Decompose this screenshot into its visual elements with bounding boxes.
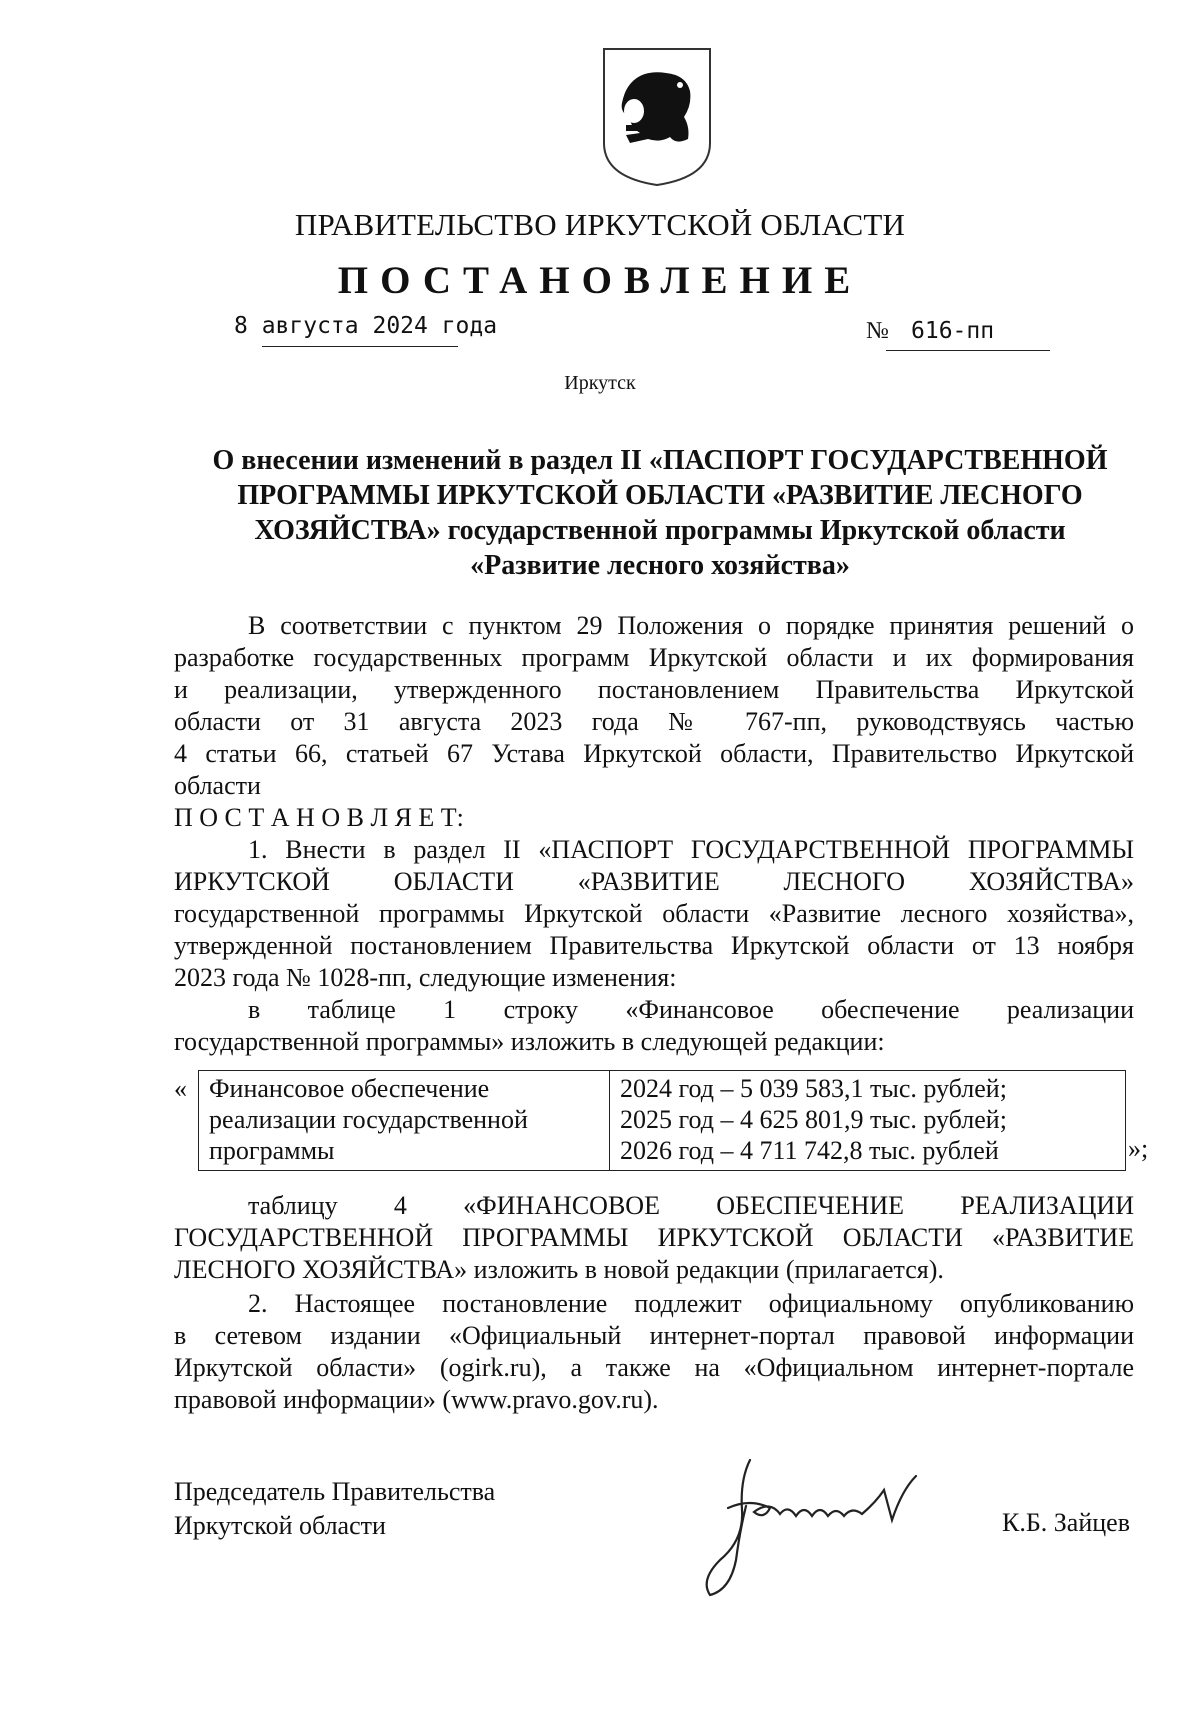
item1-line: государственной программы» изложить в следующей редакции:: [174, 1027, 885, 1056]
signatory-name: К.Б. Зайцев: [1002, 1508, 1130, 1537]
document-type: ПОСТАНОВЛЕНИЕ: [337, 259, 863, 302]
cell-line: 2026 год – 4 711 742,8 тыс. рублей: [620, 1136, 999, 1165]
resolves-heading: П О С Т А Н О В Л Я Е Т:: [174, 803, 464, 832]
number-underline: [886, 350, 1050, 351]
item1-cont-line: ЛЕСНОГО ХОЗЯЙСТВА» изложить в новой редакции (прилагается).: [174, 1255, 944, 1284]
date-underline: [262, 346, 458, 347]
number-sign: №: [866, 318, 889, 344]
title-line: «Развитие лесного хозяйства»: [470, 550, 850, 581]
document-number: 616-пп: [911, 318, 995, 344]
item1-line: 2023 года № 1028-пп, следующие изменения:: [174, 963, 677, 992]
preamble-line: В соответствии с пунктом 29 Положения о порядке принятия решений о: [248, 611, 1134, 640]
item2-line: правовой информации» (www.pravo.gov.ru).: [174, 1385, 659, 1414]
position-line: Иркутской области: [174, 1511, 386, 1540]
handwritten-signature: [680, 1450, 940, 1600]
document-title: [160, 443, 1160, 583]
item2-line: Иркутской области» (ogirk.ru), а также на «Официальном интернет-портале: [174, 1353, 1134, 1382]
cell-line: 2025 год – 4 625 801,9 тыс. рублей;: [620, 1105, 1007, 1134]
item2-line: в сетевом издании «Официальный интернет-портал правовой информации: [174, 1321, 1134, 1350]
preamble-line: 4 статьи 66, статьей 67 Устава Иркутской области, Правительство Иркутской: [174, 739, 1134, 768]
title-line: О внесении изменений в раздел II «ПАСПОРТ ГОСУДАРСТВЕННОЙ: [212, 445, 1108, 476]
preamble-line: разработке государственных программ Иркутской области и их формирования: [174, 643, 1134, 672]
item1-line: в таблице 1 строку «Финансовое обеспечение реализации: [248, 995, 1134, 1024]
position-line: Председатель Правительства: [174, 1477, 496, 1506]
table-cell-values: [610, 1071, 1126, 1171]
financing-table: [198, 1070, 1126, 1171]
preamble-line: области: [174, 771, 261, 800]
item1-line: утвержденной постановлением Правительства Иркутской области от 13 ноября: [174, 931, 1134, 960]
item1-line: государственной программы Иркутской области «Развитие лесного хозяйства»,: [174, 899, 1134, 928]
table-close-quote: »;: [1128, 1134, 1149, 1163]
table-cell-label: [199, 1071, 610, 1171]
signatory-position: [174, 1475, 495, 1543]
title-line: ХОЗЯЙСТВА» государственной программы Иркутской области: [254, 515, 1066, 546]
government-name: ПРАВИТЕЛЬСТВО ИРКУТСКОЙ ОБЛАСТИ: [294, 207, 906, 242]
preamble-line: и реализации, утвержденного постановлением Правительства Иркутской: [174, 675, 1134, 704]
cell-line: программы: [209, 1136, 335, 1165]
item1-cont-line: таблицу 4 «ФИНАНСОВОЕ ОБЕСПЕЧЕНИЕ РЕАЛИЗАЦИИ: [248, 1191, 1134, 1220]
coat-of-arms-emblem: [600, 47, 714, 187]
cell-line: Финансовое обеспечение: [209, 1074, 490, 1103]
item1-line: ИРКУТСКОЙ ОБЛАСТИ «РАЗВИТИЕ ЛЕСНОГО ХОЗЯЙСТВА»: [174, 867, 1134, 896]
item2-line: 2. Настоящее постановление подлежит официальному опубликованию: [248, 1289, 1134, 1318]
document-date: 8 августа 2024 года: [234, 313, 498, 339]
item1-cont-line: ГОСУДАРСТВЕННОЙ ПРОГРАММЫ ИРКУТСКОЙ ОБЛАСТИ «РАЗВИТИЕ: [174, 1223, 1134, 1252]
table-open-quote: «: [174, 1074, 187, 1103]
cell-line: реализации государственной: [209, 1105, 528, 1134]
city: Иркутск: [564, 372, 636, 394]
cell-line: 2024 год – 5 039 583,1 тыс. рублей;: [620, 1074, 1007, 1103]
preamble-line: области от 31 августа 2023 года № 767-пп, руководствуясь частью: [174, 707, 1134, 736]
table-row: [199, 1071, 1126, 1171]
item1-line: 1. Внести в раздел II «ПАСПОРТ ГОСУДАРСТВЕННОЙ ПРОГРАММЫ: [248, 835, 1134, 864]
title-line: ПРОГРАММЫ ИРКУТСКОЙ ОБЛАСТИ «РАЗВИТИЕ ЛЕСНОГО: [237, 480, 1083, 511]
